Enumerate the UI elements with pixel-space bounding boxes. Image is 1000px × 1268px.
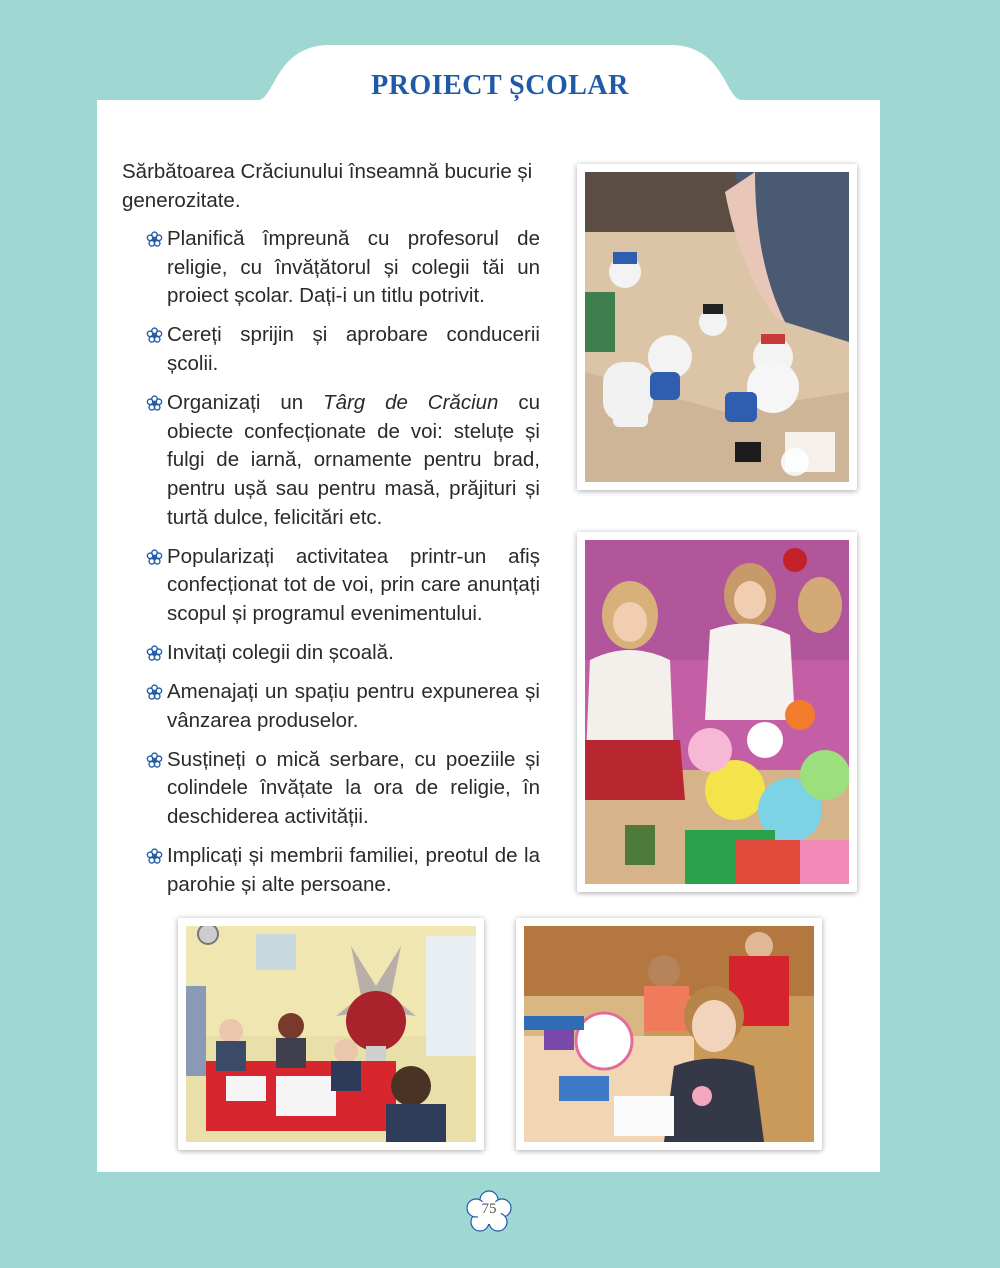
list-item-text: Popularizați activitatea printr-un afiș confecționat tot de voi, prin care anunțați scopul și programul evenimentului. <box>167 544 540 625</box>
page-number: 75 <box>481 1201 497 1217</box>
snowflake-flower-icon <box>146 549 163 566</box>
list-item <box>122 746 540 832</box>
list-item <box>122 389 540 532</box>
snowflake-flower-icon <box>146 752 163 769</box>
snowflake-flower-icon <box>146 848 163 865</box>
snowflake-flower-icon <box>146 645 163 662</box>
page-title: PROIECT ȘCOLAR <box>371 70 629 101</box>
snowmen-crafts-photo <box>577 164 857 490</box>
page-number-badge <box>465 1190 513 1234</box>
bullet-list <box>122 225 540 899</box>
girl-crafts-photo <box>516 918 822 1150</box>
snowflake-flower-icon <box>146 395 163 412</box>
snowflake-flower-icon <box>146 231 163 248</box>
content-text <box>122 158 540 910</box>
list-item <box>122 543 540 629</box>
fair-name: Târg de Crăciun <box>323 391 499 415</box>
list-item-text: Susțineți o mică serbare, cu poeziile și colindele învățate la ora de religie, în deschiderea activității. <box>167 747 540 828</box>
intro-text: Sărbătoarea Crăciunului înseamnă bucurie și generozitate. <box>122 160 533 212</box>
snowflake-flower-icon <box>146 684 163 701</box>
list-item <box>122 842 540 899</box>
list-item-text: Planifică împreună cu profesorul de religie, cu învățătorul și colegii tăi un proiect școlar. Dați-i un titlu potrivit. <box>167 227 540 308</box>
list-item-text-part: Organizați un <box>167 391 324 415</box>
list-item <box>122 321 540 378</box>
list-item-text: Cereți sprijin și aprobare conducerii școlii. <box>167 323 540 376</box>
list-item-text: Amenajați un spațiu pentru expunerea și vânzarea produselor. <box>167 680 540 732</box>
list-item-text: Invitați colegii din școală. <box>167 640 394 664</box>
classroom-workshop-photo <box>178 918 484 1150</box>
craft-fair-girls-photo <box>577 532 857 892</box>
list-item-text: Implicați și membrii familiei, preotul de la parohie și alte persoane. <box>167 843 540 896</box>
list-item <box>122 225 540 311</box>
list-item-text-part: cu obiecte confecționate de voi: steluțe și fulgi de iarnă, ornamente pentru brad, pentru ușă sau pentru masă, prăjituri și turtă dulce, felicitări etc. <box>167 391 541 529</box>
snowflake-flower-icon <box>146 327 163 344</box>
list-item <box>122 678 540 735</box>
list-item <box>122 639 540 668</box>
